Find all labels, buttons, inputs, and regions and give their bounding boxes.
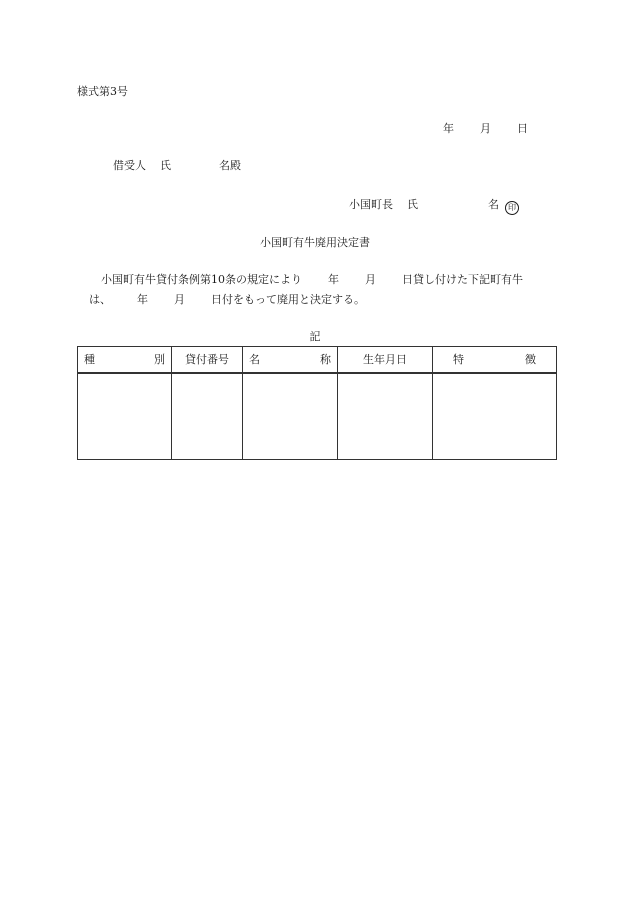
date-month-label: 月 <box>480 122 491 135</box>
body-line1-month: 月 <box>365 273 376 286</box>
livestock-table <box>77 346 557 460</box>
header-birth-date: 生年月日 <box>338 347 433 374</box>
issuer-line <box>349 198 519 215</box>
header-features: 特 徴 <box>433 347 557 374</box>
form-number: 様式第3号 <box>77 85 128 98</box>
body-line2-year: 年 <box>137 293 148 306</box>
table-header-row <box>78 347 557 374</box>
cell-birth-date <box>338 373 433 460</box>
body-line-2 <box>89 293 365 307</box>
addressee-label: 借受人 <box>113 159 146 172</box>
cell-loan-number <box>172 373 243 460</box>
date-line <box>443 122 528 136</box>
body-line2-text-a: は、 <box>89 293 111 306</box>
document-title: 小国町有牛廃用決定書 <box>260 236 370 249</box>
addressee-family: 氏 <box>160 159 171 172</box>
cell-features <box>433 373 557 460</box>
body-line1-text-b: 日貸し付けた下記町有牛 <box>402 273 523 286</box>
issuer-title: 小国町長 <box>349 198 393 211</box>
issuer-family: 氏 <box>407 198 418 211</box>
addressee-line <box>113 159 241 173</box>
body-line-1 <box>101 273 523 287</box>
body-line1-year: 年 <box>328 273 339 286</box>
header-type: 種 別 <box>78 347 172 374</box>
date-year-label: 年 <box>443 122 454 135</box>
header-name: 名 称 <box>243 347 338 374</box>
cell-type <box>78 373 172 460</box>
seal-mark: 印 <box>505 201 519 215</box>
date-day-label: 日 <box>517 122 528 135</box>
header-loan-number: 貸付番号 <box>172 347 243 374</box>
addressee-given: 名殿 <box>219 159 241 172</box>
issuer-given: 名 <box>488 198 499 211</box>
cell-name <box>243 373 338 460</box>
body-line1-text-a: 小国町有牛貸付条例第10条の規定により <box>101 273 302 286</box>
body-line2-month: 月 <box>174 293 185 306</box>
record-label: 記 <box>309 330 321 343</box>
body-line2-text-b: 日付をもって廃用と決定する。 <box>211 293 365 306</box>
table-row <box>78 373 557 460</box>
